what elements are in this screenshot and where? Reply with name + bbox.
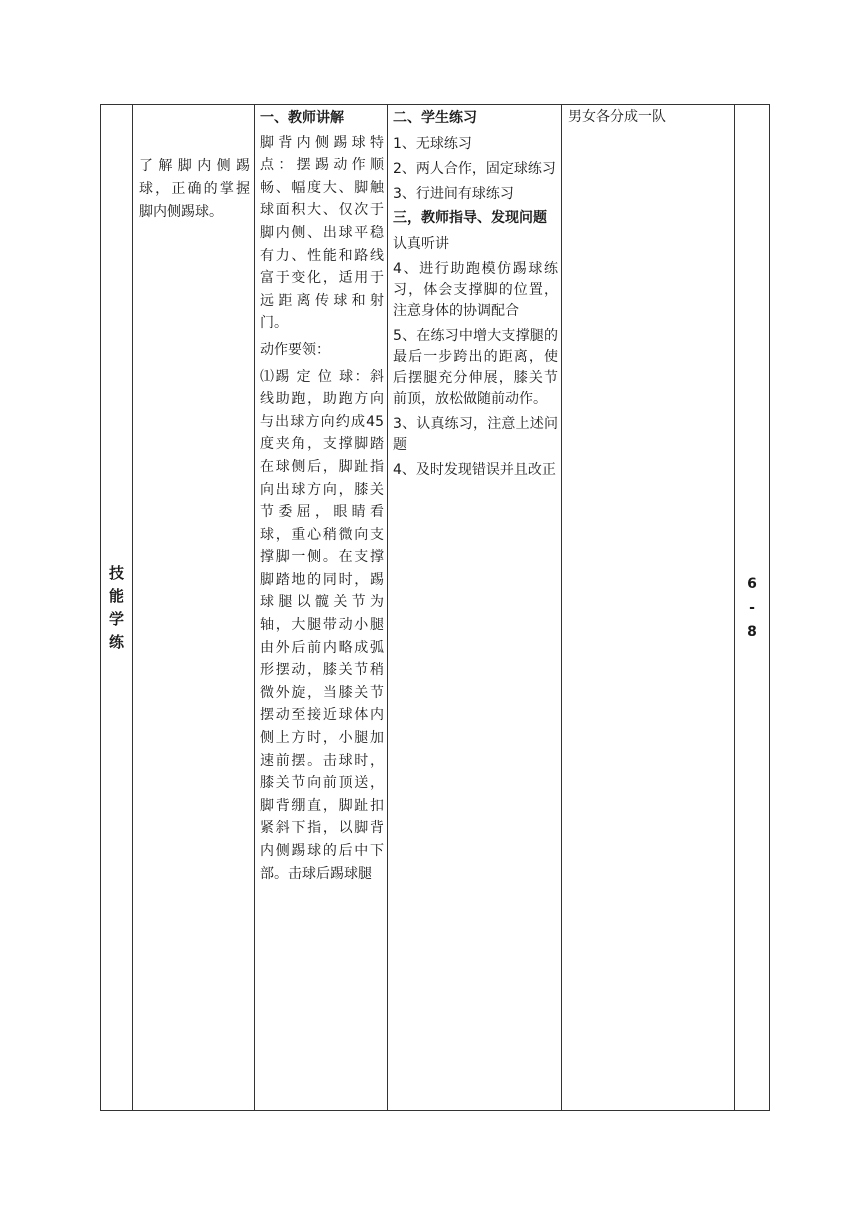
student-practice-heading: 二、学生练习 bbox=[393, 110, 477, 126]
list-item: 1、无球练习 bbox=[393, 136, 472, 152]
list-item: 4、及时发现错误并且改正 bbox=[393, 462, 556, 478]
list-item: 2、两人合作，固定球练习 bbox=[393, 161, 556, 177]
learning-goal: 了解脚内侧踢球，正确的掌握脚内侧踢球。 bbox=[139, 158, 250, 220]
essentials-label: 动作要领： bbox=[260, 341, 330, 358]
guidance-heading: 三，教师指导、发现问题 bbox=[393, 210, 547, 226]
section-cell bbox=[101, 105, 133, 1111]
organization-cell bbox=[562, 105, 735, 1111]
kick-features: 脚背内侧踢球特点：摆踢动作顺畅、幅度大、脚触球面积大、仅次于脚内侧、出球平稳有力、性能和路线富于变化，适用于远距离传球和射门。 bbox=[260, 134, 384, 332]
list-item: 4、进行助跑模仿踢球练习，体会支撑脚的位置，注意身体的协调配合 bbox=[393, 261, 558, 319]
list-item: 3、行进间有球练习 bbox=[393, 186, 514, 202]
table-row bbox=[101, 105, 770, 1111]
lesson-plan-table bbox=[100, 104, 770, 1111]
section-label: 技能学练 bbox=[109, 563, 125, 651]
student-cell bbox=[388, 105, 562, 1111]
organization-text: 男女各分成一队 bbox=[568, 109, 666, 125]
list-item: 5、在练习中增大支撑腿的最后一步跨出的距离，使后摆腿充分伸展，膝关节前顶，放松做随前动作。 bbox=[393, 328, 558, 407]
listen-text: 认真听讲 bbox=[393, 236, 449, 252]
essentials-text: ⑴踢 定 位 球：斜线助跑，助跑方向与出球方向约成45度夹角，支撑脚踏在球侧后，脚趾指向出球方向，膝关节委屈，眼睛看球，重心稍微向支撑脚一侧。在支撑脚踏地的同时，踢球腿以髋关节为轴，大腿带动小腿由外后前内略成弧形摆动，膝关节稍微外旋，当膝关节摆动至接近球体内侧上方时，小腿加速前摆。击球时，膝关节向前顶送，脚背绷直，脚趾扣紧斜下指，以脚背内侧踢球的后中下部。击球后踢球腿 bbox=[260, 368, 384, 882]
list-item: 3、认真练习，注意上述问题 bbox=[393, 416, 558, 453]
teacher-heading: 一、教师讲解 bbox=[260, 110, 344, 126]
time-label: 6-8 bbox=[747, 575, 757, 640]
time-cell bbox=[735, 105, 770, 1111]
teacher-cell bbox=[255, 105, 388, 1111]
goal-cell bbox=[133, 105, 255, 1111]
